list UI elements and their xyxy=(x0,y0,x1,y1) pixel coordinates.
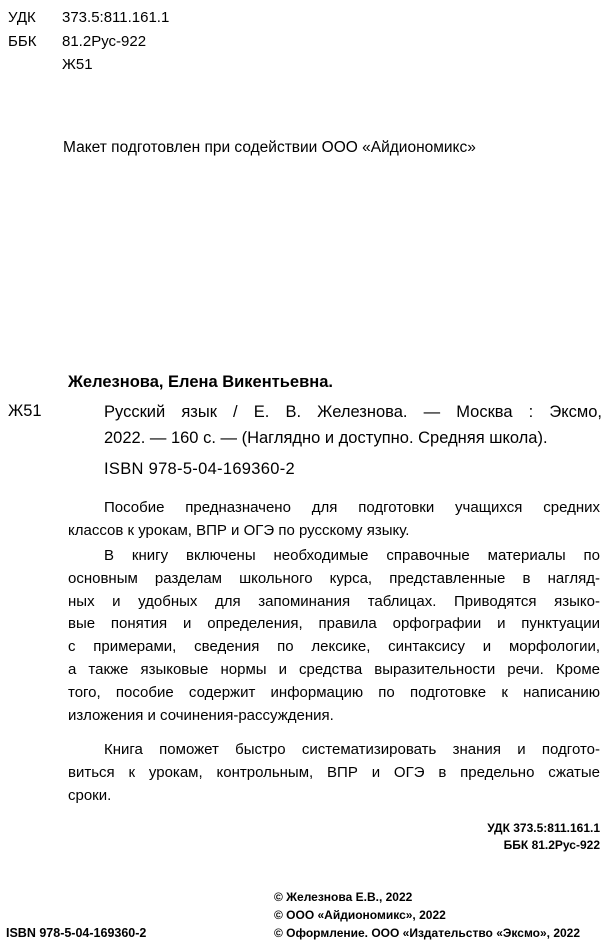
annotation-paragraph-2 xyxy=(68,545,600,727)
udk-label: УДК xyxy=(8,9,36,26)
annotation-paragraph-1 xyxy=(68,497,600,543)
bbk-value: 81.2Рус-922 xyxy=(62,33,147,50)
text-line: Пособие предназначено для подготовки учащихся средних xyxy=(104,499,600,516)
text-line: сроки. xyxy=(68,786,112,804)
author-mark: Ж51 xyxy=(62,56,93,73)
text-line: основным разделам школьного курса, представленные в нагляд- xyxy=(68,569,600,587)
text-line: В книгу включены необходимые справочные материалы по xyxy=(104,547,600,564)
bbk-label: ББК xyxy=(8,33,37,50)
text-line: ных и удобных для запоминания таблицах. Приводятся языко- xyxy=(68,592,600,610)
udk-value: 373.5:811.161.1 xyxy=(62,9,170,26)
text-line: вые понятия и определения, правила орфографии и пунктуации xyxy=(68,615,600,633)
copyright-line: © Железнова Е.В., 2022 xyxy=(274,890,413,904)
footer-isbn: ISBN 978-5-04-169360-2 xyxy=(6,926,147,940)
bibliographic-description xyxy=(104,400,602,451)
text-line: с примерами, сведения по лексике, синтаксису и морфологии, xyxy=(68,638,600,656)
author-heading: Железнова, Елена Викентьевна. xyxy=(68,373,333,391)
text-line: виться к урокам, контрольным, ВПР и ОГЭ в предельно сжатые xyxy=(68,763,600,781)
text-line: классов к урокам, ВПР и ОГЭ по русскому языку. xyxy=(68,521,410,539)
isbn: ISBN 978-5-04-169360-2 xyxy=(104,460,295,478)
text-line: того, пособие содержит информацию по подготовке к написанию xyxy=(68,683,600,701)
copyright-line: © Оформление. ООО «Издательство «Эксмо», 2022 xyxy=(274,926,581,940)
copyright-line: © ООО «Айдиономикс», 2022 xyxy=(274,908,446,922)
bib-line: 2022. — 160 с. — (Наглядно и доступно. Средняя школа). xyxy=(104,428,548,447)
footer-udk: УДК 373.5:811.161.1 xyxy=(487,821,600,835)
bib-line: Русский язык / Е. В. Железнова. — Москва : Эксмо, xyxy=(104,403,602,421)
author-mark-left: Ж51 xyxy=(8,402,42,420)
prepared-note: Макет подготовлен при содействии ООО «Айдиономикс» xyxy=(63,139,476,156)
text-line: изложения и сочинения-рассуждения. xyxy=(68,706,334,724)
annotation-paragraph-3 xyxy=(68,739,600,807)
footer-bbk: ББК 81.2Рус-922 xyxy=(503,838,600,852)
text-line: Книга поможет быстро систематизировать знания и подгото- xyxy=(104,741,600,758)
text-line: а также языковые нормы и средства выразительности речи. Кроме xyxy=(68,660,600,678)
